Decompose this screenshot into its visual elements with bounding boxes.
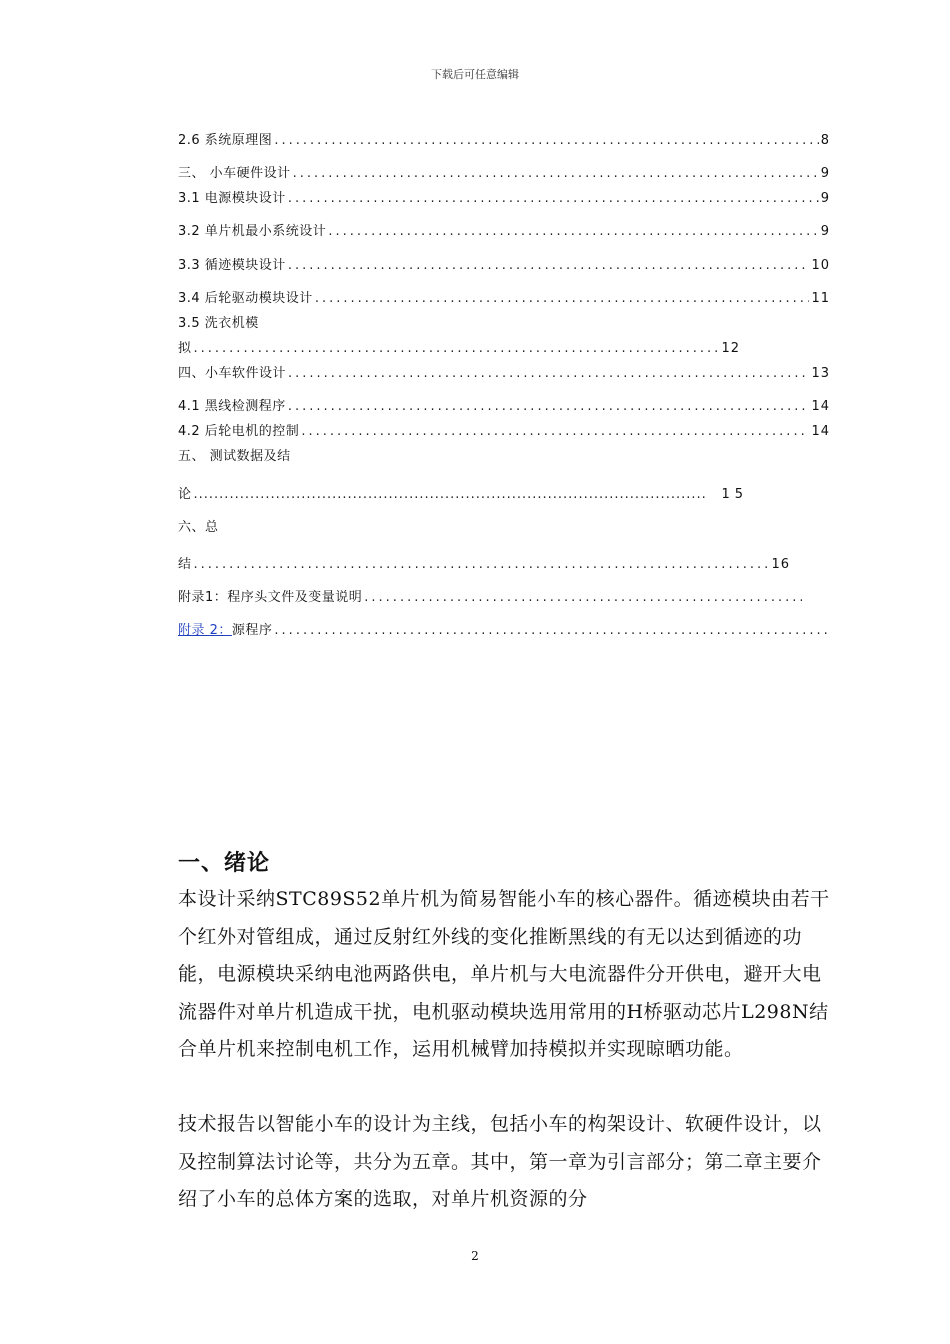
toc-leader <box>288 191 819 206</box>
toc-entry-chapter-5-label[interactable]: 五、 测试数据及结 <box>178 449 291 464</box>
toc-label: 三、 小车硬件设计 <box>178 166 291 181</box>
toc-label: 3.4 后轮驱动模块设计 <box>178 291 313 306</box>
toc-label: 附录1：程序头文件及变量说明 <box>178 590 363 605</box>
toc-entry-chapter-3[interactable] <box>178 162 830 181</box>
toc-label: 拟 <box>178 341 192 356</box>
toc-page: 15 <box>721 487 748 502</box>
toc-label: 2.6 系统原理图 <box>178 133 273 148</box>
toc-page: 9 <box>820 166 830 181</box>
toc-entry-3-4[interactable] <box>178 287 830 306</box>
toc-leader <box>315 291 810 306</box>
toc-entry-3-5[interactable] <box>178 337 740 356</box>
toc-leader <box>328 224 818 239</box>
toc-entry-chapter-5[interactable] <box>178 483 748 502</box>
body-paragraph-2: 技术报告以智能小车的设计为主线，包括小车的构架设计、软硬件设计，以及控制算法讨论等，共分为五章。其中，第一章为引言部分；第二章主要介绍了小车的总体方案的选取，对单片机资源的分 <box>178 1113 822 1210</box>
toc-page: 14 <box>811 399 830 414</box>
toc-entry-3-5-label[interactable]: 3.5 洗衣机模 <box>178 316 259 331</box>
toc-page: 9 <box>820 191 830 206</box>
toc-label: 4.2 后轮电机的控制 <box>178 424 300 439</box>
toc-leader <box>288 399 810 414</box>
toc-entry-4-1[interactable] <box>178 395 830 414</box>
toc-label: 结 <box>178 557 192 572</box>
toc-entry-appendix-2[interactable] <box>178 619 830 638</box>
toc-page: 16 <box>771 557 790 572</box>
toc-label: 四、小车软件设计 <box>178 366 287 381</box>
toc-page: 9 <box>820 224 830 239</box>
toc-entry-4-2[interactable] <box>178 420 830 439</box>
appendix-2-link[interactable]: 附录 2： <box>178 623 232 638</box>
page-number: 2 <box>471 1249 479 1263</box>
toc-entry-chapter-6-label[interactable]: 六、总 <box>178 520 219 535</box>
toc-page: 10 <box>811 258 830 273</box>
toc-page: 12 <box>721 341 740 356</box>
header-note: 下载后可任意编辑 <box>431 68 519 81</box>
toc-leader <box>274 623 828 638</box>
toc-leader <box>194 341 720 356</box>
toc-label: 3.1 电源模块设计 <box>178 191 286 206</box>
toc-page: 8 <box>820 133 830 148</box>
toc-leader <box>288 258 810 273</box>
toc-entry-chapter-6[interactable] <box>178 553 790 572</box>
toc-page: 13 <box>811 366 830 381</box>
toc-leader <box>194 487 708 502</box>
toc-label: 源程序 <box>231 623 273 638</box>
body-paragraph-1: 本设计采纳STC89S52单片机为简易智能小车的核心器件。循迹模块由若干个红外对管组成，通过反射红外线的变化推断黑线的有无以达到循迹的功能，电源模块采纳电池两路供电，单片机与大电流器件分开供电，避开大电流器件对单片机造成干扰，电机驱动模块选用常用的H桥驱动芯片L298N结合单片机来控制电机工作，运用机械臂加持模拟并实现晾晒功能。 <box>178 888 830 1060</box>
toc-label: 3.3 循迹模块设计 <box>178 258 286 273</box>
toc-entry-chapter-4[interactable] <box>178 362 830 381</box>
toc-entry-3-1[interactable] <box>178 187 830 206</box>
chapter-title: 一、绪论 <box>178 851 271 876</box>
toc-page: 14 <box>811 424 830 439</box>
toc-entry-3-2[interactable] <box>178 220 830 239</box>
toc-entry-2-6[interactable] <box>178 129 830 148</box>
toc-leader <box>364 590 802 605</box>
toc-leader <box>301 424 809 439</box>
toc-entry-appendix-1[interactable] <box>178 586 804 605</box>
toc-page: 11 <box>811 291 830 306</box>
toc-label: 3.2 单片机最小系统设计 <box>178 224 327 239</box>
toc-leader <box>194 557 770 572</box>
toc-leader <box>288 366 809 381</box>
toc-entry-3-3[interactable] <box>178 254 830 273</box>
toc-label: 4.1 黑线检测程序 <box>178 399 286 414</box>
toc-label: 论 <box>178 487 192 502</box>
toc-leader <box>274 133 818 148</box>
toc-leader <box>293 166 819 181</box>
